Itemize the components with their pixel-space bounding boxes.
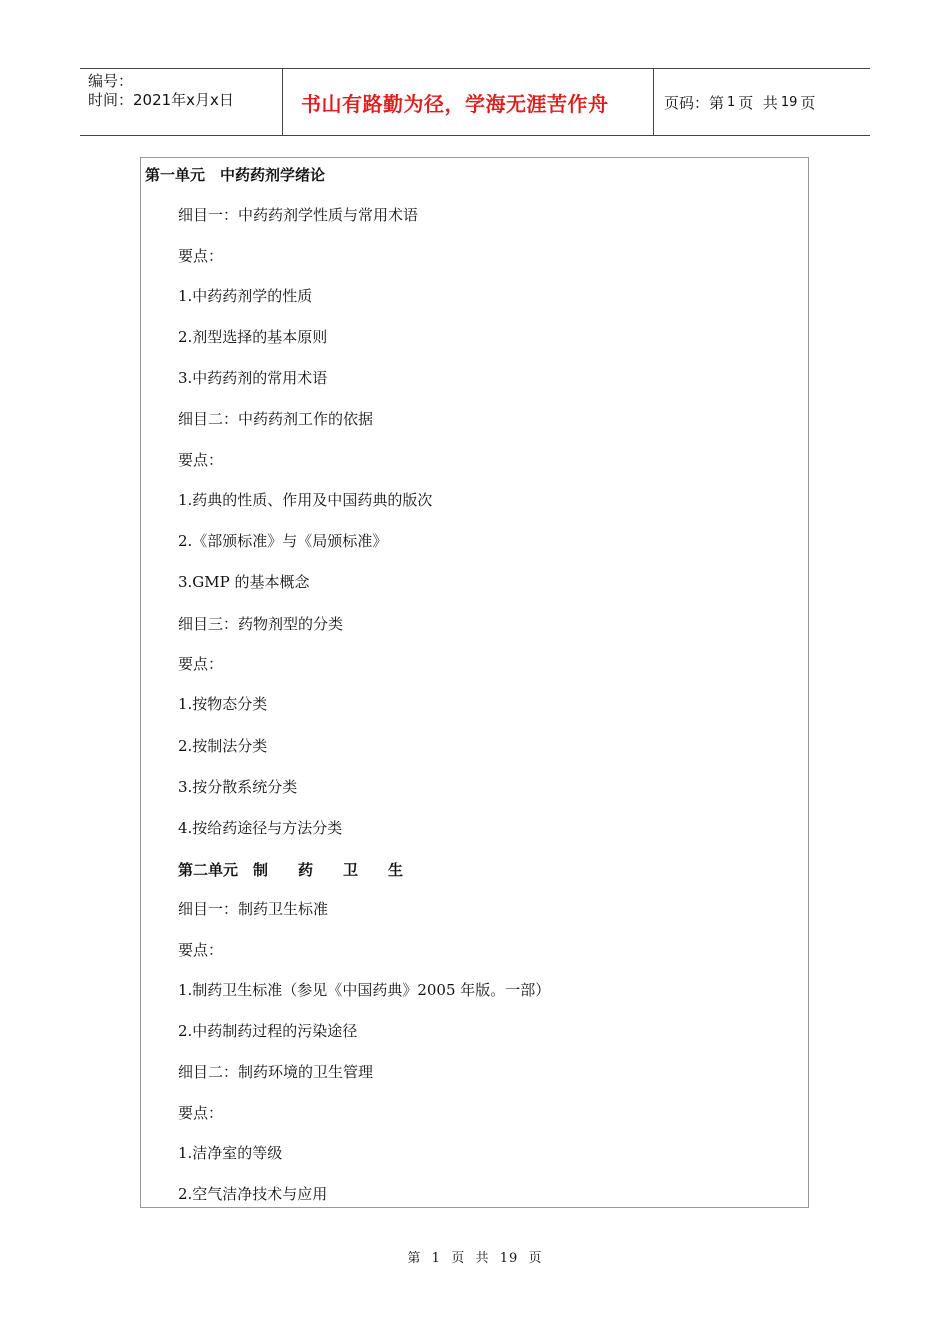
list-item: 4.按给药途径与方法分类 (178, 819, 343, 837)
document-header (80, 68, 870, 136)
time-label: 时间：2021年x月x日 (88, 91, 234, 109)
list-item: 2.空气洁净技术与应用 (178, 1185, 328, 1203)
header-motto-cell (282, 69, 654, 135)
item-heading: 细目一：制药卫生标准 (178, 900, 329, 918)
page-number: 1 (727, 94, 736, 110)
list-item: 1.中药药剂学的性质 (178, 287, 313, 305)
key-points-label: 要点： (178, 247, 224, 265)
list-item: 2.按制法分类 (178, 737, 268, 755)
list-item: 1.药典的性质、作用及中国药典的版次 (178, 491, 433, 509)
page-suffix: 页 (800, 93, 816, 112)
item-heading: 细目三：药物剂型的分类 (178, 615, 344, 633)
item-heading: 细目二：制药环境的卫生管理 (178, 1063, 374, 1081)
header-page-info (654, 69, 870, 135)
list-item: 3.中药药剂的常用术语 (178, 369, 328, 387)
page-prefix: 页码：第 (664, 93, 725, 112)
page-footer (0, 1247, 950, 1266)
key-points-label: 要点： (178, 451, 224, 469)
list-item: 2.《部颁标准》与《局颁标准》 (178, 532, 388, 550)
header-info (80, 69, 282, 135)
unit-heading: 第一单元 中药药剂学绪论 (145, 166, 326, 184)
key-points-label: 要点： (178, 1104, 224, 1122)
page-mid: 页 共 (738, 93, 778, 112)
page-total: 19 (780, 94, 798, 110)
footer-page-info: 第 1 页 共 19 页 (407, 1251, 543, 1266)
key-points-label: 要点： (178, 941, 224, 959)
list-item: 1.制药卫生标准（参见《中国药典》2005 年版。一部） (178, 981, 551, 999)
item-heading: 细目二：中药药剂工作的依据 (178, 410, 374, 428)
list-item: 2.剂型选择的基本原则 (178, 328, 328, 346)
list-item: 3.GMP 的基本概念 (178, 573, 310, 591)
motto: 书山有路勤为径，学海无涯苦作舟 (301, 91, 609, 116)
item-heading: 细目一：中药药剂学性质与常用术语 (178, 206, 419, 224)
list-item: 1.按物态分类 (178, 695, 268, 713)
number-label: 编号： (88, 72, 134, 90)
content-frame (140, 157, 809, 1208)
list-item: 3.按分散系统分类 (178, 778, 298, 796)
unit-heading: 第二单元 制 药 卫 生 (178, 861, 404, 879)
list-item: 1.洁净室的等级 (178, 1144, 283, 1162)
key-points-label: 要点： (178, 655, 224, 673)
list-item: 2.中药制药过程的污染途径 (178, 1022, 358, 1040)
